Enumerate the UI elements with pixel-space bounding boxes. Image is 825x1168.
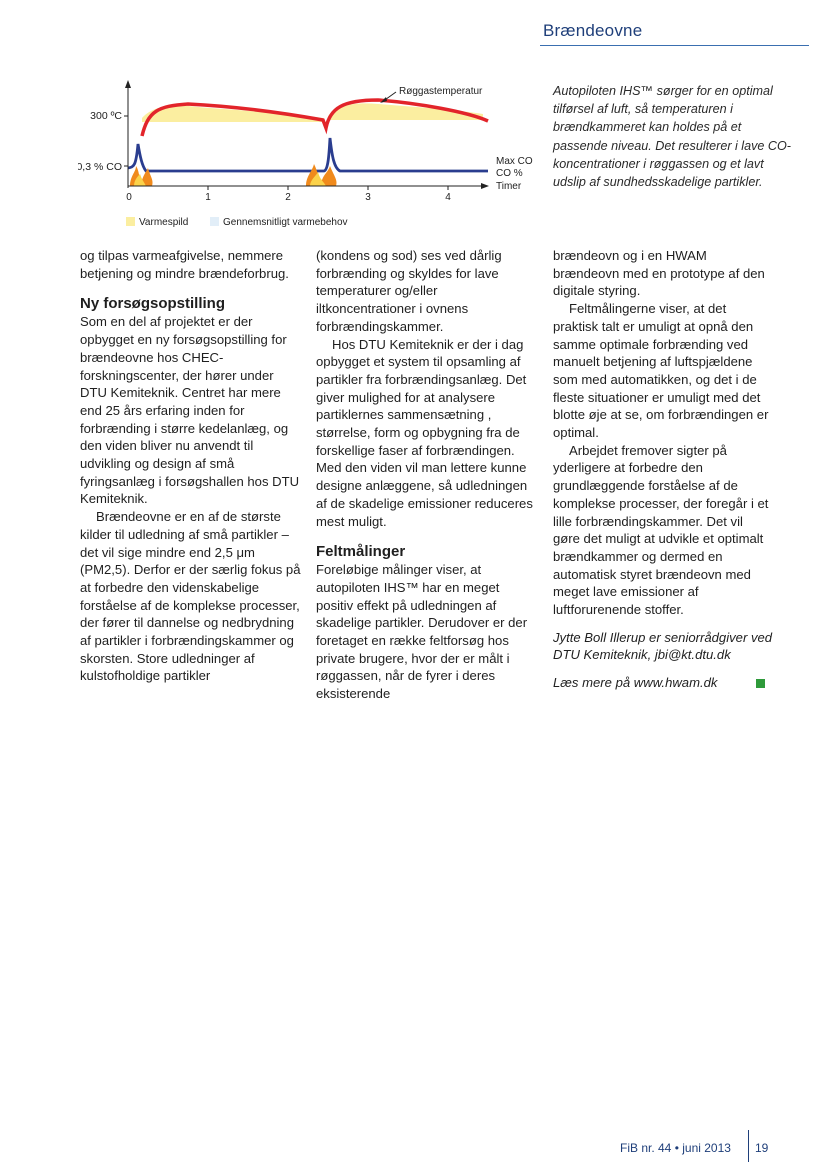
x-tick-label: 3 [365, 192, 371, 203]
y-label-temperature: 300 ºC [90, 110, 122, 122]
paragraph: Som en del af projektet er der opbygget en ny forsøgsopstilling for brændeovne hos CHEC-forskningscenter, der hører under DTU Kemiteknik. Centret har mere end 25 års erfaring inden for forbrænding i større kedelanlæg, og den viden bliver nu anvendt til udvikling og design af små fyringsanlæg i forsøgshallen hos DTU Kemiteknik. [80, 314, 300, 507]
header-divider [540, 45, 809, 46]
paragraph: Brændeovne er en af de største kilder til udledning af små partikler – det vil sige mindre end 2,5 μm (PM2,5). Derfor er der særlig fokus på at forbedre den videnskabelige forståelse af de komplekse processer, der fører til dannelse og nedbrydning af partikler i forbrændingskammer og skorsten. Store udledninger af kulstofholdige partikler [80, 509, 301, 684]
x-axis-arrow [481, 183, 489, 189]
y-label-co: 0,3 % CO [78, 161, 122, 173]
x-axis-label: Timer [496, 181, 522, 192]
y-axis-arrow [125, 80, 131, 88]
x-tick-label: 4 [445, 192, 451, 203]
text-column-3 [553, 247, 773, 692]
legend-label-varmespild: Varmespild [139, 217, 189, 228]
footer-divider [748, 1130, 749, 1162]
legend-swatch-varmebehov [210, 217, 219, 226]
legend-swatch-varmespild [126, 217, 135, 226]
x-tick-label: 2 [285, 192, 291, 203]
figure-caption: Autopiloten IHS™ sørger for en optimal tilførsel af luft, så temperaturen i brændkammeret kan holdes på et passende niveau. Det resulterer i lave CO-koncentrationer i røggassen og et lavt udslip af sundhedsskadelige partikler. [553, 84, 791, 190]
paragraph: og tilpas varmeafgivelse, nemmere betjening og mindre brændeforbrug. [80, 248, 289, 281]
section-title: Brændeovne [543, 21, 643, 40]
combustion-chart-svg [78, 76, 548, 266]
paragraph: Foreløbige målinger viser, at autopiloten IHS™ har en meget positiv effekt på udledningen af skadelige partikler. Derudover er der foretaget en række feltforsøg hos private brugere, hvor der er målt i røggassen, når de fyrer i deres eksisterende [316, 562, 528, 702]
footer-issue: FiB nr. 44 • juni 2013 [620, 1141, 731, 1155]
end-mark-icon [756, 679, 765, 688]
temperature-annotation: Røggastemperatur [399, 86, 483, 97]
paragraph: Arbejdet fremover sigter på yderligere at forbedre den grundlæggende forståelse af de komplekse processer, der foregår i et lille forbrændingskammer. Det vil gøre det muligt at udvikle et optimalt brændkammer og dermed en automatisk styret brændeovn med meget lave emissioner af luftforurenende stoffer. [553, 442, 769, 618]
read-more-line [553, 674, 773, 692]
legend-label-varmebehov: Gennemsnitligt varmebehov [223, 217, 348, 228]
co-series-line [128, 138, 488, 171]
paragraph: (kondens og sod) ses ved dårlig forbrænding og skyldes for lave temperaturer og/eller iltkoncentrationer i ovnens forbrændingskammer. [316, 248, 502, 334]
section-heading: Ny forsøgsopstilling [80, 295, 226, 313]
fire-icon [306, 164, 337, 186]
section-heading: Feltmålinger [316, 543, 406, 561]
combustion-chart [78, 76, 548, 266]
x-tick-label: 0 [126, 192, 132, 203]
max-co-label: Max CO [496, 156, 533, 167]
text-column-1 [80, 247, 302, 685]
paragraph: Feltmålingerne viser, at det praktisk talt er umuligt at opnå den samme optimale forbrænding ved manuelt betjening af luftspjældene som med automatikken, og det i de fleste situationer er umuligt med det blotte øje at se, om forbrændingen er optimal. [553, 301, 769, 441]
page-number: 19 [755, 1141, 769, 1155]
fire-icon [130, 166, 153, 186]
author-signature: Jytte Boll Illerup er seniorrådgiver ved DTU Kemiteknik, jbi@kt.dtu.dk [553, 629, 773, 663]
x-tick-label: 1 [205, 192, 211, 203]
text-column-2 [316, 247, 538, 703]
read-more-text: Læs mere på www.hwam.dk [553, 675, 718, 691]
co-percent-label: CO % [496, 168, 523, 179]
paragraph: brændeovn og i en HWAM brændeovn med en prototype af den digitale styring. [553, 248, 765, 299]
paragraph: Hos DTU Kemiteknik er der i dag opbygget et system til opsamling af partikler fra forbrændingsanlæg. Det giver mulighed for at analysere partiklernes sammensætning , størrelse, form og opbygning fra de forskellige faser af forbrændingen. Med den viden vil man lettere kunne designe anlæggene, så udledningen af de skadelige emissioner reduceres mest muligt. [316, 336, 533, 529]
